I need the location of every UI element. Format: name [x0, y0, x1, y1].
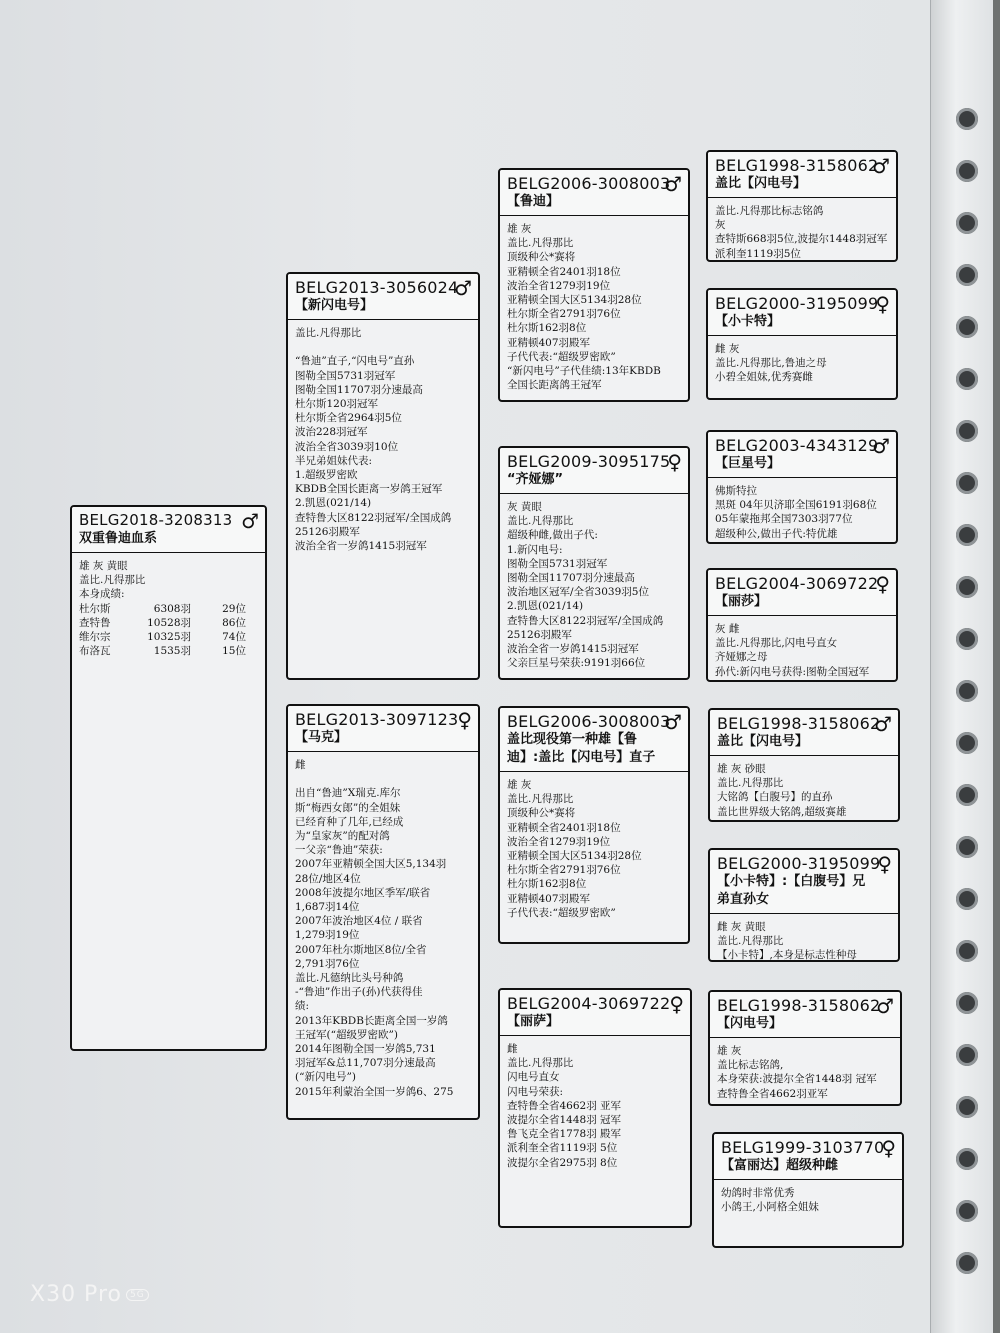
note-line: 波治地区冠军/全省3039羽5位 — [507, 586, 649, 599]
card-notes — [708, 198, 896, 262]
note-line: 波治全省一岁鸽1415羽冠军 — [295, 540, 427, 553]
note-line: 2,791羽76位 — [295, 957, 360, 970]
note-line: 顶级种公*赛将 — [507, 807, 576, 820]
sheet-protector-edge — [930, 0, 993, 1333]
card-notes — [288, 320, 478, 559]
race-location: 维尔宗 — [79, 631, 111, 644]
note-line: “新闪电号”子代佳绩:13年KBDB — [507, 365, 661, 378]
note-line: 盖比.凡得那比 — [295, 327, 362, 339]
ring-number: BELG1998-3158062 — [717, 714, 881, 733]
note-line: 2.凯恩(021/14) — [507, 600, 584, 613]
note-line: 盖比.凡得那比 — [507, 793, 574, 806]
pigeon-name: 盖比【闪电号】 — [715, 176, 807, 191]
note-line: 雄 灰 — [717, 1045, 742, 1057]
note-line: 大铭鸽【白腹号】的直孙 — [717, 791, 833, 804]
note-line: 灰 黄眼 — [507, 501, 542, 513]
pigeon-name: 【小卡特】:【白腹号】兄弟直孙女 — [717, 874, 866, 907]
note-line: 羽冠军&总11,707羽分速最高 — [295, 1057, 436, 1070]
note-line: 查特鲁大区8122羽冠军/全国成鸽 — [507, 614, 664, 627]
card-header — [288, 706, 478, 752]
race-rank: 15位 — [222, 645, 246, 658]
note-line: 灰 雌 — [715, 623, 740, 635]
note-line: 鲁飞克全省1778羽 殿军 — [507, 1128, 622, 1141]
pigeon-name: 【马克】 — [295, 730, 348, 745]
pigeon-name: 【小卡特】 — [715, 314, 781, 329]
binder-hole — [956, 160, 978, 182]
pedigree-card-sire-sire — [498, 168, 690, 402]
note-line: 盖比.凡得那比,闪电号直女 — [715, 637, 838, 650]
female-symbol-icon: ♀ — [881, 1136, 896, 1160]
note-line: 查特鲁全省4662羽亚军 — [717, 1087, 828, 1100]
male-symbol-icon: ♂ — [874, 712, 892, 736]
binder-hole — [956, 1252, 978, 1274]
card-notes — [708, 616, 896, 682]
note-line: 2008年波提尔地区季军/联省 — [295, 886, 431, 899]
note-line: 子代代表:“超级罗密欧” — [507, 350, 616, 363]
card-header — [72, 507, 265, 553]
ring-number: BELG1998-3158062 — [715, 156, 879, 175]
note-line: 25126羽殿军 — [295, 525, 360, 538]
watermark-5g-badge: 5G — [126, 1289, 149, 1301]
card-header — [710, 710, 898, 756]
note-line: 杜尔斯120羽冠军 — [295, 398, 379, 411]
note-line: 佛斯特拉 — [715, 485, 757, 497]
male-symbol-icon: ♂ — [664, 172, 682, 196]
binder-hole — [956, 940, 978, 962]
note-line: 闪电号直女 — [507, 1071, 560, 1084]
card-notes — [710, 756, 898, 822]
note-line: 盖比.凡得那比 — [717, 777, 784, 790]
binder-hole — [956, 732, 978, 754]
card-header — [708, 570, 896, 616]
note-line: 闪电号荣获: — [507, 1085, 564, 1098]
note-line: 超级种公,做出子代:特优雄 — [715, 527, 838, 540]
binder-hole — [956, 1200, 978, 1222]
note-line: 半兄弟姐妹代表: — [295, 454, 373, 467]
result-row — [79, 602, 258, 616]
female-symbol-icon: ♀ — [877, 852, 892, 876]
pigeon-name: 盖比【闪电号】 — [717, 734, 809, 749]
pigeon-name: 【新闪电号】 — [295, 298, 374, 313]
card-header — [500, 708, 688, 772]
note-line: 雌 — [507, 1043, 518, 1055]
ring-number: BELG2009-3095175 — [507, 452, 671, 471]
pigeon-name: 【丽莎】 — [715, 594, 768, 609]
note-line: 杜尔斯全省2791羽76位 — [507, 308, 621, 321]
ring-number: BELG2004-3069722 — [715, 574, 879, 593]
male-symbol-icon: ♂ — [241, 509, 259, 533]
note-line: 孙代:新闪电号获得:图勒全国冠军 — [715, 665, 870, 678]
card-notes — [500, 772, 688, 926]
watermark-brand: X30 Pro — [30, 1282, 122, 1307]
note-line: 盖比.凡得那比标志铭鸽 — [715, 205, 824, 217]
note-line: 图勒全国11707羽分速最高 — [295, 383, 423, 396]
pedigree-card-dam — [286, 704, 480, 1120]
result-row — [79, 644, 258, 658]
note-line: 雄 灰 砂眼 — [717, 763, 766, 775]
note-line: 本身荣获:波提尔全省1448羽 冠军 — [717, 1073, 877, 1086]
pigeon-name: 【富丽达】超级种雌 — [721, 1158, 839, 1173]
note-line: 幼鸽时非常优秀 — [721, 1187, 795, 1199]
card-notes — [500, 1036, 690, 1176]
binder-hole — [956, 680, 978, 702]
pedigree-card-sire — [286, 272, 480, 680]
pedigree-card-dam-sire — [498, 706, 690, 944]
note-line: 波治全省一岁鸽1415羽冠军 — [507, 643, 639, 656]
pedigree-card-dsd — [708, 848, 900, 962]
note-line: 盖比.凡得那比 — [507, 515, 574, 528]
note-line: 盖比.凡得那比 — [507, 237, 574, 250]
note-line: -“鲁迪”作出子(孙)代获得佳 — [295, 986, 423, 999]
female-symbol-icon: ♀ — [875, 292, 890, 316]
pedigree-card-ddd — [712, 1132, 904, 1248]
note-line: 2007年亚精顿全国大区5,134羽 — [295, 858, 447, 871]
note-line: 亚精顿全国大区5134羽28位 — [507, 850, 642, 863]
female-symbol-icon: ♀ — [669, 992, 684, 1016]
binder-hole — [956, 784, 978, 806]
card-notes — [72, 553, 265, 664]
note-line: 杜尔斯162羽8位 — [507, 322, 587, 335]
ring-number: BELG2013-3056024 — [295, 278, 459, 297]
binder-hole — [956, 1044, 978, 1066]
pedigree-card-subject — [70, 505, 267, 1051]
binder-hole — [956, 472, 978, 494]
male-symbol-icon: ♂ — [664, 710, 682, 734]
card-header — [714, 1134, 902, 1180]
race-rank: 74位 — [222, 631, 246, 644]
male-symbol-icon: ♂ — [454, 276, 472, 300]
binder-hole — [956, 264, 978, 286]
ring-number: BELG2006-3008003 — [507, 174, 671, 193]
result-row — [79, 630, 258, 644]
pigeon-name: 双重鲁迪血系 — [79, 531, 158, 546]
binder-hole — [956, 628, 978, 650]
note-line: 雄 灰 — [507, 223, 532, 235]
race-birds: 6308羽 — [153, 602, 191, 615]
result-row — [79, 616, 258, 630]
binder-hole — [956, 108, 978, 130]
note-line: 雄 灰 — [507, 779, 532, 791]
note-line: 1.超级罗密欧 — [295, 469, 358, 482]
note-line: 盖比.凡得那比 — [717, 935, 784, 948]
note-line: 波治全省1279羽19位 — [507, 279, 611, 292]
note-line: 雌 灰 黄眼 — [717, 921, 766, 933]
note-line: 图勒全国5731羽冠军 — [507, 557, 608, 570]
card-notes — [500, 216, 688, 398]
note-line: 小碧全姐妹,优秀赛雌 — [715, 371, 813, 384]
ring-number: BELG2006-3008003 — [507, 712, 671, 731]
note-line: 王冠军(“超级罗密欧”) — [295, 1028, 398, 1041]
note-line — [295, 340, 471, 354]
ring-number: BELG2013-3097123 — [295, 710, 459, 729]
card-notes — [714, 1180, 902, 1220]
race-location: 查特鲁 — [79, 616, 111, 629]
binder-hole — [956, 212, 978, 234]
card-notes — [500, 494, 688, 676]
card-header — [710, 992, 900, 1038]
note-line: 盖比.凡得那比 — [507, 1057, 574, 1070]
ring-number: BELG2018-3208313 — [79, 511, 233, 529]
pigeon-name: 【闪电号】 — [717, 1016, 783, 1031]
note-line: 查特斯668羽5位,波提尔1448羽冠军 — [715, 233, 888, 246]
note-line: 派利奎全省1119羽 5位 — [507, 1142, 618, 1155]
note-line: 杜尔斯全省2964羽5位 — [295, 412, 402, 425]
note-line: 出自“鲁迪”X瑞克.库尔 — [295, 787, 401, 800]
card-header — [708, 152, 896, 198]
note-line: 杜尔斯162羽8位 — [507, 878, 587, 891]
note-line: 2.凯恩(021/14) — [295, 497, 372, 510]
card-header — [708, 290, 896, 336]
female-symbol-icon: ♀ — [667, 450, 682, 474]
note-line: 盖比.凡得那比 — [79, 574, 146, 587]
note-line: 盖比标志铭鸽, — [717, 1059, 784, 1072]
note-line: 1,279羽19位 — [295, 929, 360, 942]
pedigree-card-sdd — [706, 568, 898, 682]
binder-hole — [956, 368, 978, 390]
binder-hole — [956, 836, 978, 858]
card-header — [708, 432, 896, 478]
note-line: 2007年波治地区4位 / 联省 — [295, 915, 423, 928]
note-line: 一父亲“鲁迪”荣获: — [295, 844, 383, 857]
note-line: 斯“梅西女郎”的全姐妹 — [295, 801, 401, 814]
card-header — [500, 170, 688, 216]
note-line: 雌 灰 — [715, 343, 740, 355]
card-header — [710, 850, 898, 914]
note-line: 波治228羽冠军 — [295, 426, 368, 439]
ring-number: BELG2000-3195099 — [717, 854, 881, 873]
note-line: 2015年利蒙治全国一岁鸽6、275 — [295, 1085, 454, 1098]
race-rank: 86位 — [222, 616, 246, 629]
note-line: 盖比世界级大铭鸽,超级赛雄 — [717, 805, 847, 818]
camera-watermark — [30, 1282, 149, 1307]
note-line: 2013年KBDB长距离全国一岁鸽 — [295, 1014, 448, 1027]
card-header — [288, 274, 478, 320]
pigeon-name: 【鲁迪】 — [507, 194, 560, 209]
male-symbol-icon: ♂ — [872, 434, 890, 458]
female-symbol-icon: ♀ — [457, 708, 472, 732]
note-line: 盖比.凡德纳比头号种鸽 — [295, 972, 404, 985]
male-symbol-icon: ♂ — [872, 154, 890, 178]
binder-hole — [956, 576, 978, 598]
card-header — [500, 448, 688, 494]
note-line: 盖比.凡得那比,鲁迪之母 — [715, 357, 827, 370]
note-line: 28位/地区4位 — [295, 872, 361, 885]
card-header — [500, 990, 690, 1036]
note-line: 超级种雌,做出子代: — [507, 529, 598, 542]
pigeon-name: 【丽萨】 — [507, 1014, 560, 1029]
note-line: 顶级种公*赛将 — [507, 251, 576, 264]
ring-number: BELG2003-4343129 — [715, 436, 879, 455]
card-notes — [710, 1038, 900, 1106]
race-location: 杜尔斯 — [79, 602, 111, 615]
pedigree-card-dam-dam — [498, 988, 692, 1228]
note-line: 亚精顿全国大区5134羽28位 — [507, 294, 642, 307]
note-line: 【小卡特】,本身是标志性种母 — [717, 949, 857, 962]
note-line: 灰 — [715, 219, 726, 232]
binder-hole — [956, 420, 978, 442]
binder-hole — [956, 992, 978, 1014]
pigeon-name: “齐娅娜” — [507, 472, 564, 487]
note-line: 绩: — [295, 1000, 310, 1013]
ring-number: BELG1999-3103770 — [721, 1138, 885, 1157]
note-line: 雄 灰 黄眼 — [79, 560, 128, 572]
card-notes — [710, 914, 898, 962]
ring-number: BELG2000-3195099 — [715, 294, 879, 313]
female-symbol-icon: ♀ — [875, 572, 890, 596]
race-location: 布洛瓦 — [79, 645, 111, 658]
pedigree-card-sire-dam — [498, 446, 690, 680]
note-line: 亚精顿407羽殿军 — [507, 336, 591, 349]
binder-hole — [956, 1096, 978, 1118]
binder-hole — [956, 316, 978, 338]
note-line: 雌 — [295, 759, 306, 771]
note-line: 2014年图勒全国一岁鸽5,731 — [295, 1043, 436, 1056]
card-notes — [288, 752, 478, 1105]
race-birds: 10325羽 — [147, 631, 191, 644]
note-line: 黑斑 04年贝济耶全国6191羽68位 — [715, 499, 877, 512]
note-line: 波治全省3039羽10位 — [295, 440, 399, 453]
note-line: 亚精顿全省2401羽18位 — [507, 265, 621, 278]
note-line: 1,687羽14位 — [295, 901, 360, 914]
note-line: 查特鲁全省4662羽 亚军 — [507, 1099, 622, 1112]
note-line: 亚精顿407羽殿军 — [507, 892, 591, 905]
note-line: “鲁迪”直子,“闪电号”直孙 — [295, 355, 415, 368]
card-notes — [708, 336, 896, 391]
race-birds: 1535羽 — [153, 645, 191, 658]
ring-number: BELG1998-3158062 — [717, 996, 881, 1015]
race-birds: 10528羽 — [147, 616, 191, 629]
male-symbol-icon: ♂ — [876, 994, 894, 1018]
note-line: 波提尔全省2975羽 8位 — [507, 1156, 618, 1169]
pedigree-card-sds — [706, 430, 898, 544]
race-rank: 29位 — [222, 602, 246, 615]
note-line: 25126羽殿军 — [507, 628, 572, 641]
note-line: 已经育种了几年,已经成 — [295, 815, 404, 828]
binder-hole — [956, 888, 978, 910]
note-line: 查特鲁大区8122羽冠军/全国成鸽 — [295, 511, 452, 524]
note-line: 图勒全国11707羽分速最高 — [507, 572, 635, 585]
note-line: 图勒全国5731羽冠军 — [295, 369, 396, 382]
card-notes — [708, 478, 896, 544]
note-line: KBDB全国长距离一岁鸽王冠军 — [295, 483, 443, 496]
note-line: 小鸽王,小阿格全姐妹 — [721, 1201, 819, 1214]
note-line: 本身成绩: — [79, 588, 125, 601]
pedigree-card-sss — [706, 150, 898, 262]
note-line: 波提尔全省1448羽 冠军 — [507, 1114, 622, 1127]
note-line: (“新闪电号”) — [295, 1071, 356, 1084]
note-line: 1.新闪电号: — [507, 543, 563, 556]
binder-hole — [956, 1148, 978, 1170]
pigeon-name: 盖比现役第一种雄【鲁迪】:盖比【闪电号】直子 — [507, 732, 656, 765]
note-line: 全国长距离鸽王冠军 — [507, 379, 602, 392]
note-line: 2007年杜尔斯地区8位/全省 — [295, 943, 427, 956]
pedigree-card-dss — [708, 708, 900, 822]
note-line: 为“皇家灰”的配对鸽 — [295, 830, 390, 843]
pigeon-name: 【巨星号】 — [715, 456, 781, 471]
note-line: 子代代表:“超级罗密欧” — [507, 906, 616, 919]
note-line: 齐娅娜之母 — [715, 651, 768, 664]
results-list — [79, 602, 258, 659]
note-line — [295, 772, 471, 786]
note-line: 杜尔斯全省2791羽76位 — [507, 864, 621, 877]
note-line: 派利奎1119羽5位 — [715, 247, 801, 260]
note-line: 05年蒙拖邦全国7303羽77位 — [715, 513, 853, 526]
note-line: 父亲巨星号荣获:9191羽66位 — [507, 657, 646, 670]
note-line: 波治全省1279羽19位 — [507, 835, 611, 848]
binder-hole — [956, 524, 978, 546]
note-line: 亚精顿全省2401羽18位 — [507, 821, 621, 834]
pedigree-card-ssd — [706, 288, 898, 400]
ring-number: BELG2004-3069722 — [507, 994, 671, 1013]
pedigree-card-dds — [708, 990, 902, 1106]
